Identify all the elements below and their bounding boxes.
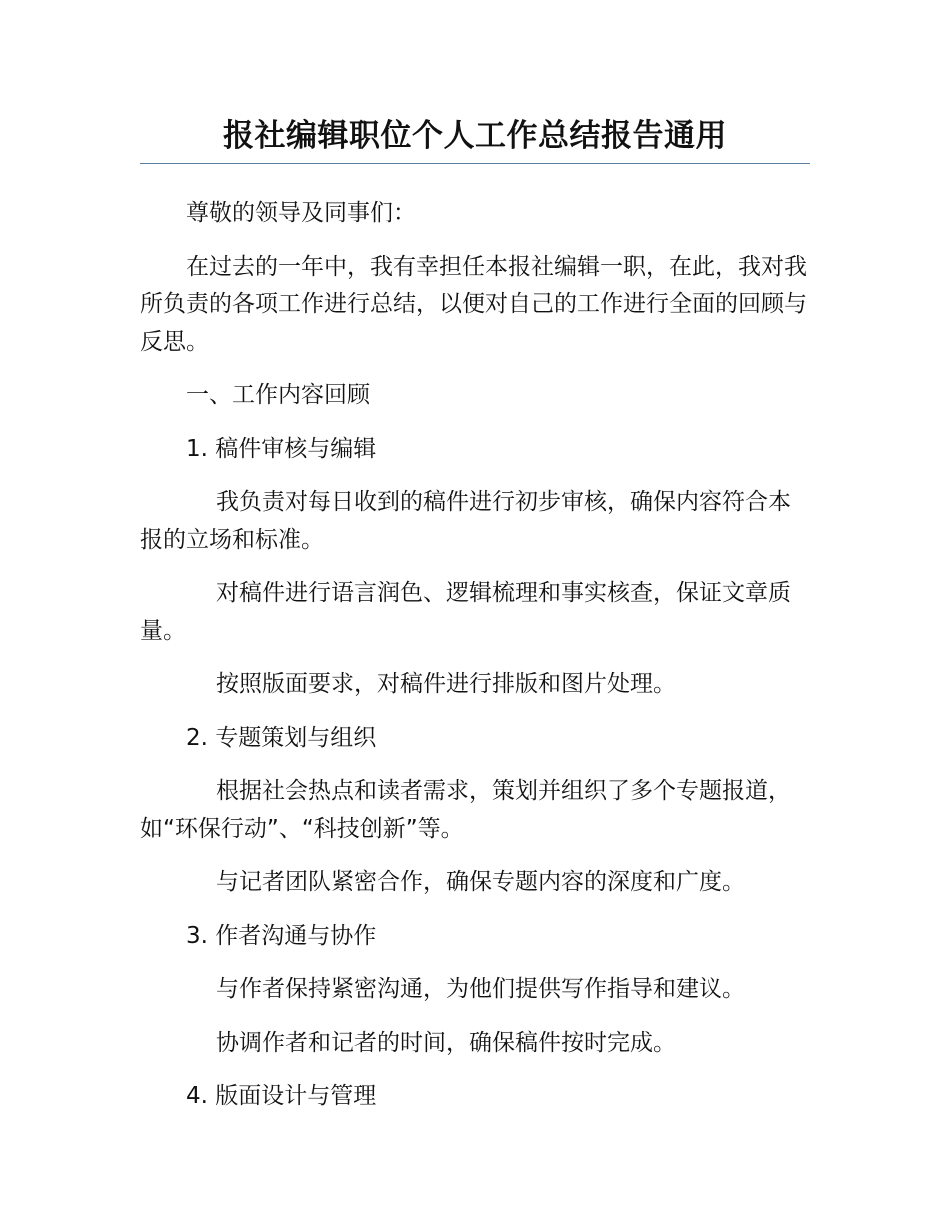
item-reporter-collab: 与记者团队紧密合作，确保专题内容的深度和广度。 xyxy=(216,869,745,895)
title-underline xyxy=(140,163,810,164)
subheading-layout-design: 4. 版面设计与管理 xyxy=(186,1083,377,1109)
intro-paragraph: 在过去的一年中，我有幸担任本报社编辑一职，在此，我对我所负责的各项工作进行总结，以便对自己的工作进行全面的回顾与反思。 xyxy=(140,253,807,355)
subheading-editing: 1. 稿件审核与编辑 xyxy=(186,435,377,462)
document-title: 报社编辑职位个人工作总结报告通用 xyxy=(223,118,727,154)
item-author-guidance: 与作者保持紧密沟通，为他们提供写作指导和建议。 xyxy=(216,976,745,1002)
item-schedule-coordination: 协调作者和记者的时间，确保稿件按时完成。 xyxy=(216,1029,676,1056)
item-review: 我负责对每日收到的稿件进行初步审核，确保内容符合本报的立场和标准。 xyxy=(140,489,791,553)
section-heading-work-review: 一、工作内容回顾 xyxy=(186,382,370,408)
subheading-topics: 2. 专题策划与组织 xyxy=(186,724,377,751)
item-topic-planning: 根据社会热点和读者需求，策划并组织了多个专题报道，如“环保行动”、“科技创新”等。 xyxy=(140,778,791,842)
item-layout: 按照版面要求，对稿件进行排版和图片处理。 xyxy=(216,671,676,697)
greeting: 尊敬的领导及同事们： xyxy=(186,200,416,226)
subheading-author-communication: 3. 作者沟通与协作 xyxy=(186,922,377,949)
item-polish: 对稿件进行语言润色、逻辑梳理和事实核查，保证文章质量。 xyxy=(140,580,791,644)
document-body xyxy=(140,195,810,1132)
